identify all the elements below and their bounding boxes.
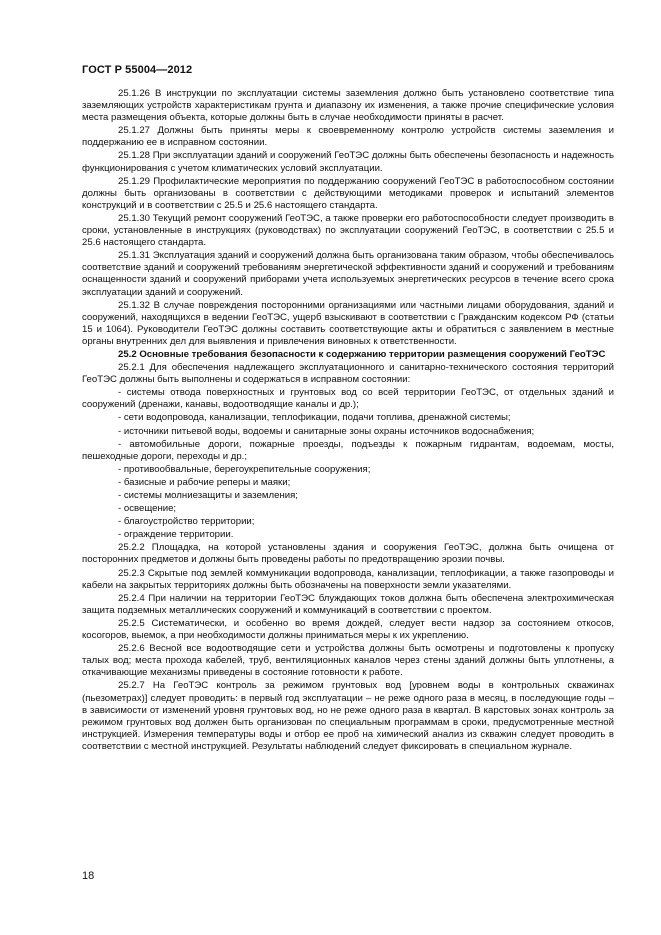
paragraph-25-1-28: 25.1.28 При эксплуатации зданий и сооружений ГеоТЭС должны быть обеспечены безопасность и надежность функционирования с учетом климатических условий эксплуатации. [82,150,614,174]
page-number: 18 [82,870,95,882]
paragraph-25-1-30: 25.1.30 Текущий ремонт сооружений ГеоТЭС, а также проверки его работоспособности следует производить в сроки, установленные в инструкциях (руководствах) по эксплуатации сооружений ГеоТЭС, в соответствии с 25.5 и 25.6 настоящего стандарта. [82,212,614,249]
document-body [82,88,614,754]
paragraph-25-2-5: 25.2.5 Систематически, и особенно во время дождей, следует вести надзор за состоянием откосов, косогоров, выемок, а при необходимости должны приниматься меры к их укреплению. [82,617,614,642]
paragraph-25-1-29: 25.1.29 Профилактические мероприятия по поддержанию сооружений ГеоТЭС в работоспособном состоянии должны быть организованы в соответствии с действующими методиками проверок и испытаний элементов конструкций и в соответствии с 25.5 и 25.6 настоящего стандарта. [82,175,614,211]
list-item: - противообвальные, берегоукрепительные сооружения; [118,463,371,475]
list-item: - системы отвода поверхностных и грунтовых вод со всей территории ГеоТЭС, от отдельных зданий и сооружений (дренажи, канавы, водоотводящие каналы и др.); [82,387,614,411]
paragraph-25-1-31: 25.1.31 Эксплуатация зданий и сооружений должна быть организована таким образом, чтобы обеспечивалось соответствие зданий и сооружений требованиям энергетической эффективности зданий и сооружений и требованиям оснащенности зданий и сооружений приборами учета используемых энергетических ресурсов в течение всего срока эксплуатации зданий и сооружений. [82,250,614,298]
list-item: - ограждение территории. [118,529,234,541]
standard-header: ГОСТ Р 55004—2012 [82,64,193,76]
list-item: - базисные и рабочие реперы и маяки; [118,476,291,488]
paragraph-25-1-32: 25.1.32 В случае повреждения посторонними организациями или частными лицами оборудования, зданий и сооружений, находящихся в ведении ГеоТЭС, ущерб взыскивают в соответствии с Гражданским кодексом РФ (статьи 15 и 1064). Руководители ГеоТЭС должны составить соответствующие акты и обратиться с заявлением в местные органы внутренних дел для выявления и привлечения виновных к ответственности. [82,299,614,347]
list-item: - сети водопровода, канализации, теплофикации, подачи топлива, дренажной системы; [118,412,511,424]
list-item: - освещение; [118,503,177,515]
paragraph-25-2-1: 25.2.1 Для обеспечения надлежащего эксплуатационного и санитарно-технического состояния территорий ГеоТЭС должны быть выполнены и содержаться в исправном состоянии: [82,362,614,386]
list-item: - благоустройство территории; [118,516,255,528]
list-item: - автомобильные дороги, пожарные проезды, подъезды к пожарным гидрантам, водоемам, мосты, пешеходные дороги, переходы и др.; [82,438,614,462]
paragraph-25-1-26: 25.1.26 В инструкции по эксплуатации системы заземления должно быть установлено соответствие типа заземляющих устройств характеристикам грунта и диапазону их изменения, а также прочие специфические условия места размещения объекта, которые должны быть в случае необходимости приняты в расчет. [82,88,614,124]
list-item: - системы молниезащиты и заземления; [118,490,298,501]
paragraph-25-2-3: 25.2.3 Скрытые под землей коммуникации водопровода, канализации, теплофикации, а также газопроводы и кабели на закрытых территориях должны быть обозначены на поверхности земли указателями. [82,567,614,591]
paragraph-25-2-4: 25.2.4 При наличии на территории ГеоТЭС блуждающих токов должна быть обеспечена электрохимическая защита подземных металлических сооружений и коммуникаций в соответствии с проектом. [82,592,614,616]
paragraph-25-2-7: 25.2.7 На ГеоТЭС контроль за режимом грунтовых вод [уровнем воды в контрольных скважинах (пьезометрах)] следует проводить: в первый год эксплуатации – не реже одного раза в месяц, в последующие годы – в зависимости от изменений уровня грунтовых вод, но не реже одного раза в квартал. В карстовых зонах контроль за режимом грунтовых вод должен быть организован по специальным программам в сроки, предусмотренные местной инструкцией. Измерения температуры воды и отбор ее проб на химический анализ из скважин следует проводить в соответствии с местной инструкцией. Результаты наблюдений следует фиксировать в специальном журнале. [82,680,614,752]
section-heading-25-2: 25.2 Основные требования безопасности к содержанию территории размещения сооружений ГеоТЭС [118,348,606,360]
paragraph-25-2-6: 25.2.6 Весной все водоотводящие сети и устройства должны быть осмотрены и подготовлены к пропуску талых вод; места прохода кабелей, труб, вентиляционных каналов через стены зданий должны быть уплотнены, а откачивающие механизмы приведены в состояние готовности к работе. [82,643,614,679]
list-item: - источники питьевой воды, водоемы и санитарные зоны охраны источников водоснабжения; [118,425,535,437]
paragraph-25-2-2: 25.2.2 Площадка, на которой установлены здания и сооружения ГеоТЭС, должна быть очищена от посторонних предметов и должны быть проведены работы по предотвращению эрозии почвы. [82,542,614,566]
paragraph-25-1-27: 25.1.27 Должны быть приняты меры к своевременному контролю устройств системы заземления и поддержанию ее в исправном состоянии. [82,125,614,149]
